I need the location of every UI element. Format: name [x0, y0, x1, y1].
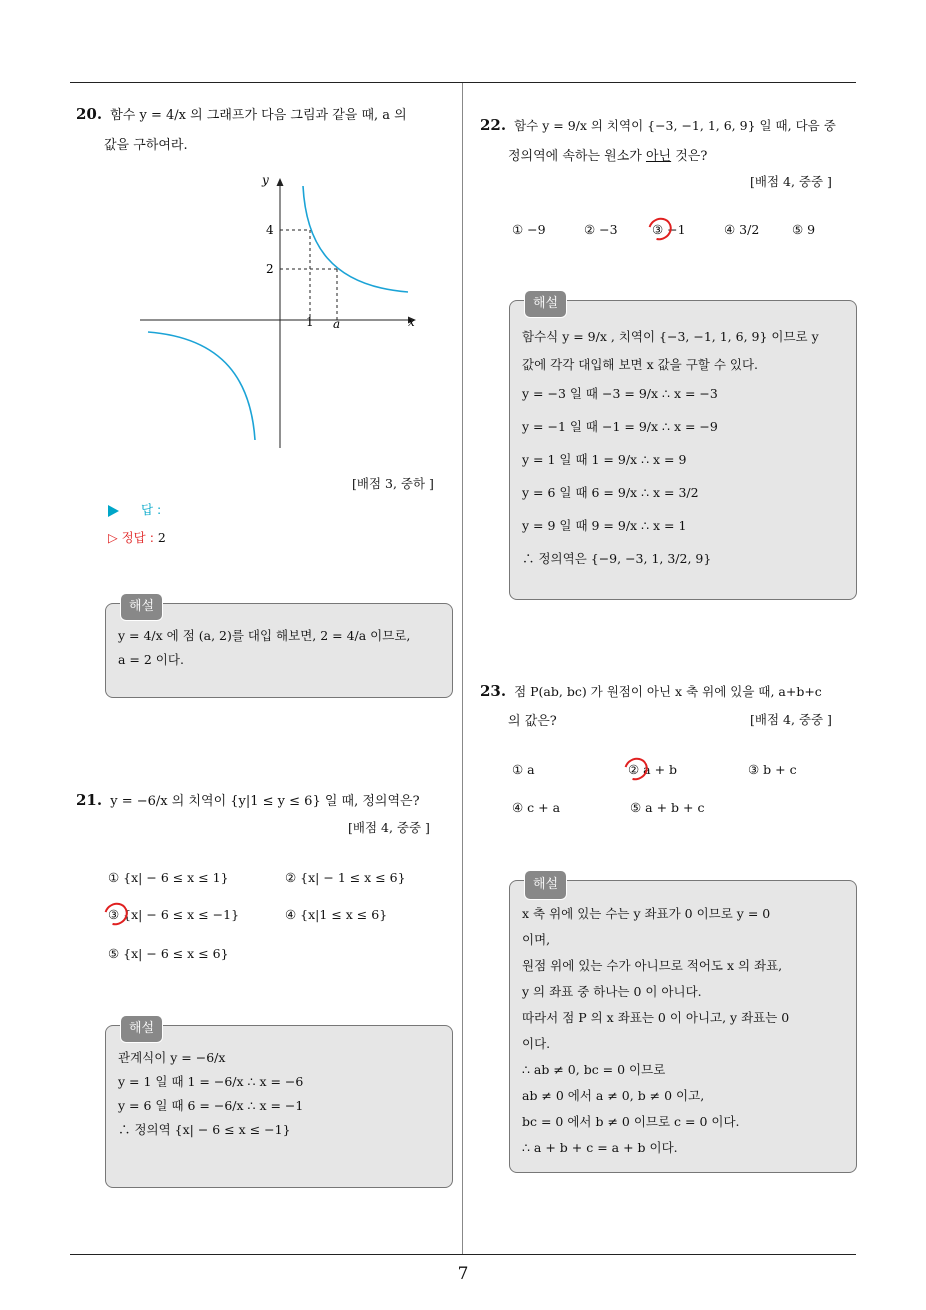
question-20-line1: 함수 y = 4/x 의 그래프가 다음 그림과 같을 때, a 의	[110, 108, 407, 123]
solution-line: y = 4/x 에 점 (a, 2)를 대입 해보면, 2 = 4/a 이므로,	[118, 628, 411, 643]
solution-line: 관계식이 y = −6/x	[118, 1050, 226, 1065]
solution-line: x 축 위에 있는 수는 y 좌표가 0 이므로 y = 0	[522, 906, 771, 921]
solution-line: 이다.	[522, 1036, 551, 1051]
choice-1[interactable]: ① −9	[512, 222, 546, 237]
solution-tag: 해설	[120, 593, 163, 621]
underlined-word: 아닌	[645, 149, 672, 164]
answer-row	[108, 500, 161, 518]
solution-line: 따라서 점 P 의 x 좌표는 0 이 아니고, y 좌표는 0	[522, 1010, 790, 1025]
choice-5[interactable]: ⑤ 9	[792, 222, 816, 237]
solution-box-21	[105, 1021, 453, 1188]
choice-2[interactable]: ② −3	[584, 222, 618, 237]
solution-line: ∴ 정의역은 {−9, −3, 1, 3/2, 9}	[522, 551, 712, 566]
choice-5[interactable]: ⑤ a + b + c	[630, 800, 705, 815]
choice-5[interactable]: ⑤ {x| − 6 ≤ x ≤ 6}	[108, 946, 229, 961]
question-23	[480, 682, 860, 700]
top-rule	[70, 82, 856, 83]
solution-line: y = 6 일 때 6 = −6/x ∴ x = −1	[118, 1098, 304, 1113]
bottom-rule	[70, 1254, 856, 1255]
choice-4[interactable]: ④ {x|1 ≤ x ≤ 6}	[285, 907, 388, 922]
question-22-line2	[508, 145, 707, 164]
tick-2: 2	[266, 262, 274, 276]
answer-label: 답 :	[140, 502, 162, 517]
question-20-meta: [배점 3, 중하 ]	[352, 476, 434, 491]
choice-3[interactable]: ③ {x| − 6 ≤ x ≤ −1}	[108, 907, 240, 922]
solution-line: ∴ a + b + c = a + b 이다.	[522, 1140, 678, 1155]
question-22-line1: 함수 y = 9/x 의 치역이 {−3, −1, 1, 6, 9} 일 때, 다음 중	[514, 118, 836, 133]
question-22-meta: [배점 4, 중중 ]	[750, 174, 832, 189]
choice-2[interactable]: ② {x| − 1 ≤ x ≤ 6}	[285, 870, 406, 885]
question-number: 20.	[76, 105, 103, 123]
solution-line: y = 1 일 때 1 = 9/x ∴ x = 9	[522, 452, 687, 467]
solution-line: y = 6 일 때 6 = 9/x ∴ x = 3/2	[522, 485, 699, 500]
solution-box-20	[105, 599, 453, 698]
solution-line: y 의 좌표 중 하나는 0 이 아니다.	[522, 984, 702, 999]
solution-box-22	[509, 296, 857, 600]
solution-line: ab ≠ 0 에서 a ≠ 0, b ≠ 0 이고,	[522, 1088, 705, 1103]
solution-line: 함수식 y = 9/x , 치역이 {−3, −1, 1, 6, 9} 이므로 y	[522, 329, 819, 344]
line2-text: 것은?	[671, 149, 708, 164]
question-23-line2: 의 값은?	[508, 714, 557, 729]
solution-line: y = −3 일 때 −3 = 9/x ∴ x = −3	[522, 386, 718, 401]
question-number: 22.	[480, 116, 507, 134]
solution-tag: 해설	[524, 290, 567, 318]
solution-line: bc = 0 에서 b ≠ 0 이므로 c = 0 이다.	[522, 1114, 740, 1129]
solution-tag: 해설	[524, 870, 567, 900]
question-21	[76, 790, 456, 809]
solution-line: ∴ 정의역 {x| − 6 ≤ x ≤ −1}	[118, 1122, 291, 1137]
solution-tag: 해설	[120, 1015, 163, 1043]
selected-circle-mark	[620, 753, 652, 784]
question-22	[480, 116, 860, 134]
choice-2[interactable]: ② a + b	[628, 762, 678, 777]
solution-line: 값에 각각 대입해 보면 x 값을 구할 수 있다.	[522, 357, 759, 372]
tick-a: a	[333, 317, 341, 331]
question-23-line1: 점 P(ab, bc) 가 원점이 아닌 x 축 위에 있을 때, a+b+c	[514, 684, 822, 699]
choice-4[interactable]: ④ c + a	[512, 800, 561, 815]
column-divider	[462, 83, 463, 1255]
selected-circle-mark	[644, 213, 676, 244]
correct-answer-row	[108, 528, 166, 546]
correct-answer-value: 2	[157, 530, 166, 545]
question-number: 23.	[480, 682, 507, 700]
solution-line: 원점 위에 있는 수가 아니므로 적어도 x 의 좌표,	[522, 958, 783, 973]
solution-line: ∴ ab ≠ 0, bc = 0 이므로	[522, 1062, 666, 1077]
hyperbola-graph	[140, 168, 430, 453]
play-icon	[108, 505, 119, 517]
choice-3[interactable]: ③ b + c	[748, 762, 797, 777]
question-number: 21.	[76, 791, 103, 809]
question-23-meta: [배점 4, 중중 ]	[750, 712, 832, 727]
question-20-line2: 값을 구하여라.	[104, 138, 188, 153]
question-20	[76, 104, 456, 123]
tick-1: 1	[306, 315, 314, 329]
choice-3[interactable]: ③ −1	[652, 222, 686, 237]
x-axis-label: x	[408, 315, 415, 329]
correct-answer-label: ▷ 정답 :	[108, 530, 154, 545]
question-21-meta: [배점 4, 중중 ]	[348, 820, 430, 835]
tick-4: 4	[266, 223, 274, 237]
y-axis-label: y	[262, 173, 269, 187]
solution-line: y = −1 일 때 −1 = 9/x ∴ x = −9	[522, 419, 718, 434]
page-number: 7	[457, 1264, 469, 1284]
solution-line: y = 1 일 때 1 = −6/x ∴ x = −6	[118, 1074, 304, 1089]
selected-circle-mark	[100, 898, 132, 929]
solution-line: 이며,	[522, 932, 551, 947]
solution-line: y = 9 일 때 9 = 9/x ∴ x = 1	[522, 518, 687, 533]
solution-line: a = 2 이다.	[118, 652, 184, 667]
solution-box-23	[509, 877, 857, 1173]
choice-4[interactable]: ④ 3/2	[724, 222, 760, 237]
question-21-line1: y = −6/x 의 치역이 {y|1 ≤ y ≤ 6} 일 때, 정의역은?	[110, 794, 420, 809]
line2-text: 정의역에 속하는 원소가	[508, 149, 646, 164]
choice-1[interactable]: ① {x| − 6 ≤ x ≤ 1}	[108, 870, 229, 885]
choice-1[interactable]: ① a	[512, 762, 535, 777]
